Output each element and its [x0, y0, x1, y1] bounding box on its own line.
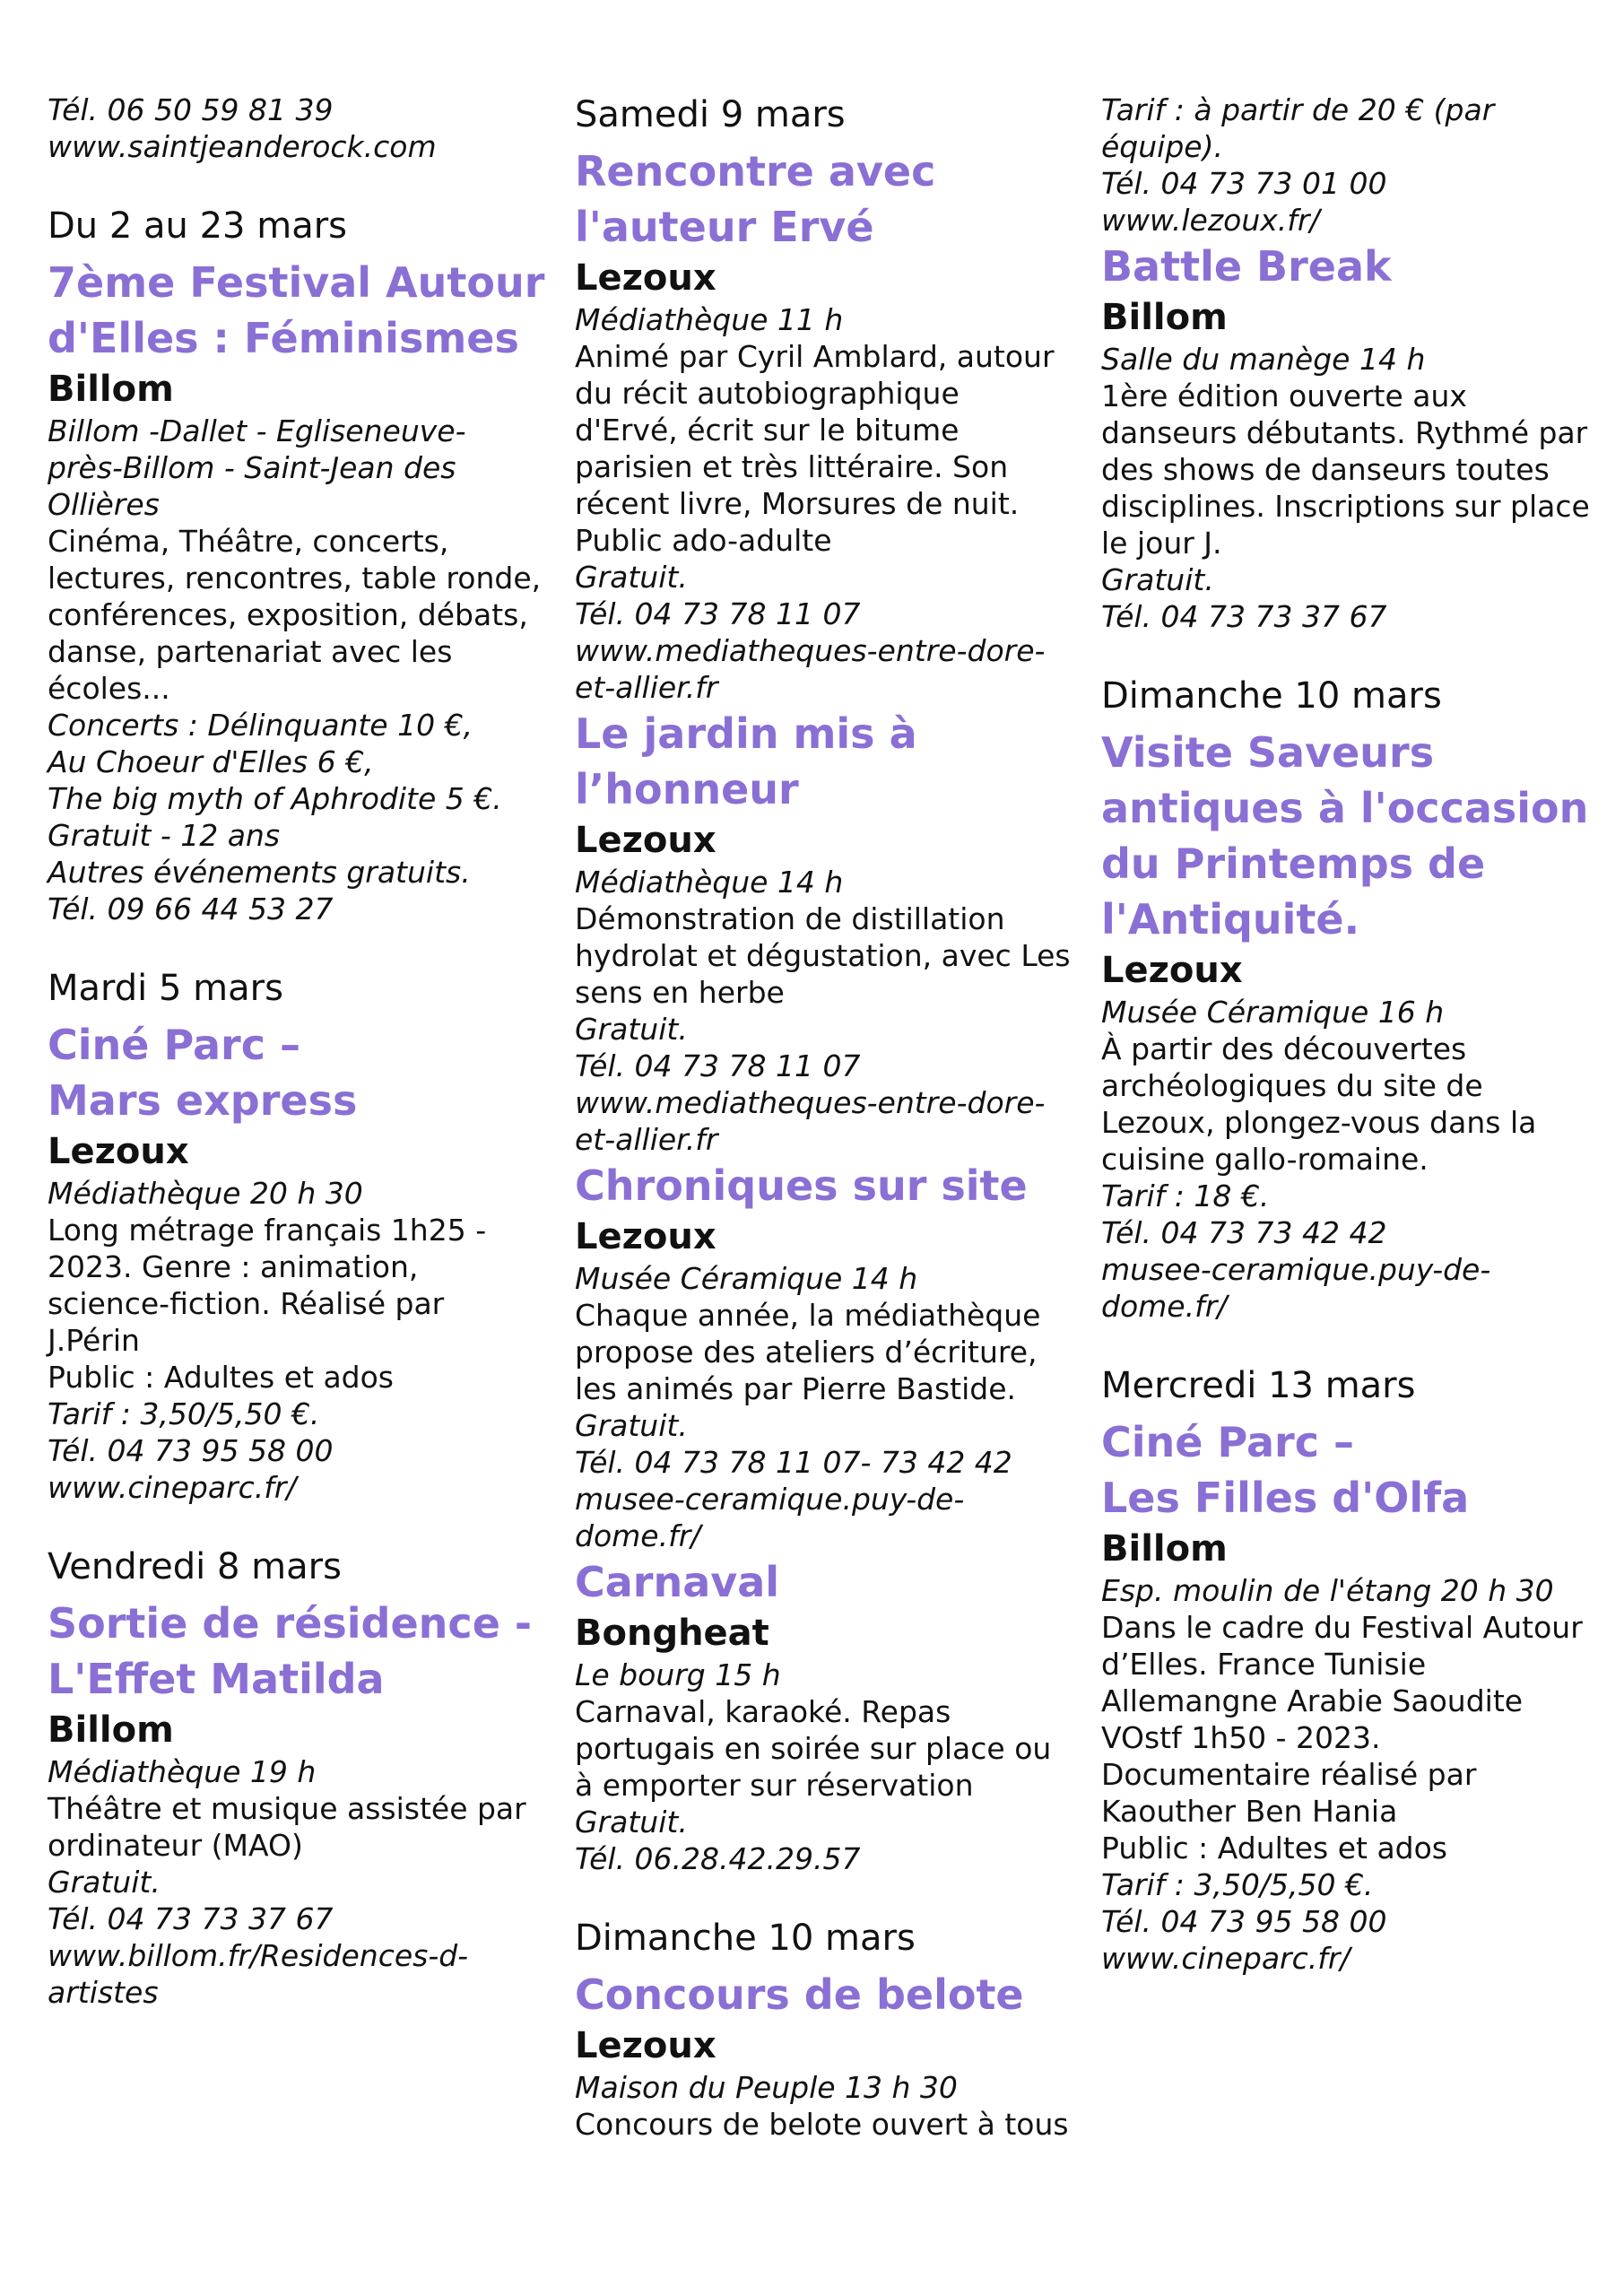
event-details-line: www.mediatheques-entre-dore-: [575, 1085, 1046, 1120]
event-description-line: cuisine gallo-romaine.: [1101, 1142, 1429, 1177]
event-details: [1101, 91, 1603, 239]
event-title-line: 7ème Festival Autour: [48, 258, 545, 307]
event-description-line: ordinateur (MAO): [48, 1828, 303, 1863]
event-details-line: Maison du Peuple 13 h 30: [575, 2070, 958, 2105]
event-title-line: Battle Break: [1101, 242, 1392, 291]
event-details: [1101, 994, 1603, 1031]
event-details-line: Gratuit.: [575, 1805, 688, 1839]
event-title-line: l'auteur Ervé: [575, 203, 874, 251]
event-description-line: propose des ateliers d’écriture,: [575, 1335, 1038, 1370]
event-details: [575, 301, 1077, 338]
event-description-line: Animé par Cyril Amblard, autour: [575, 339, 1055, 374]
event-details-line: Tél. 04 73 95 58 00: [48, 1433, 334, 1468]
event-title-line: Mars express: [48, 1076, 358, 1125]
event-description-line: J.Périn: [48, 1323, 140, 1358]
event-details-line: The big myth of Aphrodite 5 €.: [48, 781, 502, 816]
event-description: [575, 2106, 1077, 2143]
event-details-line: Tarif : à partir de 20 € (par: [1101, 92, 1495, 127]
event-description-line: conférences, exposition, débats,: [48, 597, 528, 632]
event-description-line: d'Ervé, écrit sur le bitume: [575, 413, 960, 448]
event-details-line: Billom -Dallet - Egliseneuve-: [48, 413, 466, 448]
event-title: [575, 1158, 1077, 1213]
event-description-line: des shows de danseurs toutes: [1101, 452, 1550, 487]
event-description: [1101, 1031, 1603, 1178]
event-details-line: Tél. 04 73 78 11 07: [575, 1048, 861, 1083]
event-title: [48, 1596, 550, 1707]
event-details-line: Le bourg 15 h: [575, 1657, 781, 1692]
event-date: Samedi 9 mars: [575, 94, 846, 135]
event-details: [48, 413, 550, 523]
event-details-line: Gratuit.: [575, 1408, 688, 1443]
event-description: [1101, 378, 1603, 561]
event-date: Vendredi 8 mars: [48, 1546, 342, 1587]
event-description-line: écoles...: [48, 671, 170, 706]
event-phone: Tél. 06 50 59 81 39: [48, 92, 334, 127]
event-city: Lezoux: [575, 1216, 716, 1257]
event-details: [48, 1175, 550, 1212]
event-city: Lezoux: [575, 257, 716, 299]
event-description-line: Documentaire réalisé par: [1101, 1757, 1477, 1792]
section-spacer: [48, 1506, 550, 1544]
event-title-line: Chroniques sur site: [575, 1161, 1028, 1210]
event-details-line: équipe).: [1101, 129, 1223, 164]
event-details: [48, 1396, 550, 1506]
event-description-line: hydrolat et dégustation, avec Les: [575, 938, 1071, 973]
event-details: [1101, 561, 1603, 635]
event-description-line: Lezoux, plongez-vous dans la: [1101, 1105, 1537, 1140]
event-description-line: Public : Adultes et ados: [48, 1360, 394, 1395]
event-description: [48, 523, 550, 707]
event-details-line: Autres événements gratuits.: [48, 855, 471, 890]
event-details-line: Musée Céramique 14 h: [575, 1261, 918, 1296]
event-description-line: d’Elles. France Tunisie: [1101, 1647, 1427, 1682]
section-spacer: [1101, 635, 1603, 673]
event-details: [575, 559, 1077, 706]
event-title-line: Sortie de résidence -: [48, 1599, 533, 1648]
event-details-line: Esp. moulin de l'étang 20 h 30: [1101, 1573, 1554, 1608]
column-3: [1101, 91, 1603, 1977]
event-description-line: science-fiction. Réalisé par: [48, 1286, 445, 1321]
event-details-line: Musée Céramique 16 h: [1101, 995, 1445, 1030]
event-details-line: Ollières: [48, 487, 160, 522]
event-contact: [48, 91, 550, 165]
event-details-line: dome.fr/: [575, 1518, 701, 1553]
event-details-line: Tél. 04 73 78 11 07- 73 42 42: [575, 1445, 1012, 1480]
event-details-line: www.billom.fr/Residences-d-: [48, 1938, 469, 1973]
event-title: [48, 1017, 550, 1128]
event-details-line: Tarif : 3,50/5,50 €.: [48, 1396, 320, 1431]
event-details: [575, 1011, 1077, 1158]
event-description-line: récent livre, Morsures de nuit.: [575, 486, 1020, 521]
event-description-line: sens en herbe: [575, 975, 785, 1010]
column-2: [575, 91, 1077, 2143]
event-details-line: Tél. 09 66 44 53 27: [48, 891, 334, 926]
event-description-line: Carnaval, karaoké. Repas: [575, 1694, 951, 1729]
event-title-line: l’honneur: [575, 765, 799, 813]
event-city: Billom: [1101, 297, 1228, 338]
event-title-line: antiques à l'occasion: [1101, 784, 1589, 832]
event-title: [575, 144, 1077, 255]
event-details: [48, 707, 550, 927]
event-details-line: Tarif : 3,50/5,50 €.: [1101, 1867, 1374, 1902]
event-details-line: Tarif : 18 €.: [1101, 1178, 1270, 1213]
event-details-line: Tél. 04 73 73 37 67: [48, 1901, 334, 1936]
event-title-line: d'Elles : Féminismes: [48, 314, 519, 362]
event-description-line: Théâtre et musique assistée par: [48, 1791, 526, 1826]
event-description-line: Kaouther Ben Hania: [1101, 1794, 1398, 1829]
event-details: [575, 1657, 1077, 1693]
event-description-line: les animés par Pierre Bastide.: [575, 1371, 1016, 1406]
event-description-line: Dans le cadre du Festival Autour: [1101, 1610, 1583, 1645]
event-details-line: Tél. 04 73 73 01 00: [1101, 166, 1387, 201]
event-date: Du 2 au 23 mars: [48, 205, 347, 247]
event-description-line: VOstf 1h50 - 2023.: [1101, 1720, 1381, 1755]
event-details-line: artistes: [48, 1975, 159, 2010]
event-link[interactable]: www.saintjeanderock.com: [48, 129, 437, 164]
event-details-line: Gratuit.: [1101, 562, 1214, 597]
event-details-line: près-Billom - Saint-Jean des: [48, 450, 456, 485]
event-date: Dimanche 10 mars: [575, 1918, 916, 1959]
event-description: [575, 900, 1077, 1011]
event-title: [1101, 725, 1603, 947]
event-description-line: 2023. Genre : animation,: [48, 1249, 419, 1284]
event-title: [1101, 1414, 1603, 1526]
event-details-line: Au Choeur d'Elles 6 €,: [48, 744, 374, 779]
event-title-line: L'Effet Matilda: [48, 1655, 385, 1703]
event-title-line: du Printemps de: [1101, 839, 1486, 888]
event-city: Lezoux: [575, 820, 716, 861]
event-title-line: Visite Saveurs: [1101, 728, 1435, 777]
event-details-line: Gratuit.: [575, 1012, 688, 1047]
event-description-line: 1ère édition ouverte aux: [1101, 378, 1467, 413]
event-city: Billom: [1101, 1528, 1228, 1570]
event-details-line: www.cineparc.fr/: [48, 1470, 297, 1505]
section-spacer: [1101, 1325, 1603, 1362]
event-city: Lezoux: [575, 2025, 716, 2066]
event-description-line: du récit autobiographique: [575, 376, 960, 411]
event-details: [575, 1804, 1077, 1877]
event-title: [575, 1554, 1077, 1610]
event-details-line: www.lezoux.fr/: [1101, 203, 1320, 238]
event-title: [1101, 239, 1603, 294]
event-city: Lezoux: [1101, 950, 1243, 991]
event-details-line: dome.fr/: [1101, 1289, 1228, 1324]
event-details: [48, 1753, 550, 1790]
event-details: [48, 1864, 550, 2011]
event-description-line: lectures, rencontres, table ronde,: [48, 561, 542, 596]
event-description-line: Public ado-adulte: [575, 523, 832, 558]
event-city: Billom: [48, 369, 174, 410]
event-details-line: Médiathèque 19 h: [48, 1754, 317, 1789]
event-title-line: Carnaval: [575, 1558, 780, 1606]
section-spacer: [48, 927, 550, 965]
event-details-line: Médiathèque 14 h: [575, 865, 844, 900]
event-details-line: www.cineparc.fr/: [1101, 1941, 1350, 1976]
event-description-line: Long métrage français 1h25 -: [48, 1213, 487, 1248]
event-description-line: à emporter sur réservation: [575, 1768, 974, 1803]
event-details-line: et-allier.fr: [575, 1122, 718, 1157]
event-title: [48, 255, 550, 366]
event-details: [575, 864, 1077, 900]
event-details-line: Concerts : Délinquante 10 €,: [48, 708, 473, 743]
event-details-line: Médiathèque 20 h 30: [48, 1176, 363, 1211]
event-details: [1101, 1572, 1603, 1609]
event-title: [575, 1967, 1077, 2022]
event-title-line: Concours de belote: [575, 1970, 1024, 2019]
event-city: Lezoux: [48, 1131, 189, 1172]
event-details-line: Gratuit - 12 ans: [48, 818, 281, 853]
event-details-line: Médiathèque 11 h: [575, 302, 844, 337]
event-city: Bongheat: [575, 1613, 769, 1654]
section-spacer: [48, 165, 550, 203]
event-details-line: Tél. 04 73 78 11 07: [575, 596, 861, 631]
event-details: [1101, 1866, 1603, 1977]
event-details-line: musee-ceramique.puy-de-: [1101, 1252, 1491, 1287]
section-spacer: [575, 1877, 1077, 1915]
event-description: [575, 1297, 1077, 1407]
event-description-line: Public : Adultes et ados: [1101, 1831, 1447, 1866]
event-details: [575, 1260, 1077, 1297]
event-details-line: Tél. 04 73 73 37 67: [1101, 599, 1387, 634]
event-description-line: archéologiques du site de: [1101, 1068, 1483, 1103]
event-details-line: Salle du manège 14 h: [1101, 342, 1426, 377]
event-details: [575, 2069, 1077, 2106]
event-description: [575, 338, 1077, 559]
event-details-line: musee-ceramique.puy-de-: [575, 1482, 965, 1517]
event-description-line: disciplines. Inscriptions sur place: [1101, 489, 1590, 524]
event-description-line: Allemangne Arabie Saoudite: [1101, 1683, 1524, 1718]
event-details: [575, 1407, 1077, 1554]
event-date: Mardi 5 mars: [48, 968, 283, 1009]
event-description: [48, 1790, 550, 1864]
event-date: Mercredi 13 mars: [1101, 1365, 1416, 1406]
event-description-line: Démonstration de distillation: [575, 901, 1005, 936]
event-city: Billom: [48, 1709, 174, 1751]
event-description-line: À partir des découvertes: [1101, 1031, 1467, 1066]
event-title-line: l'Antiquité.: [1101, 895, 1360, 944]
event-details-line: Tél. 04 73 73 42 42: [1101, 1215, 1387, 1250]
event-date: Dimanche 10 mars: [1101, 675, 1442, 717]
event-description-line: danse, partenariat avec les: [48, 634, 453, 669]
event-details-line: www.mediatheques-entre-dore-: [575, 633, 1046, 668]
event-title: [575, 706, 1077, 817]
event-details-line: Gratuit.: [575, 560, 688, 595]
event-description-line: parisien et très littéraire. Son: [575, 449, 1009, 484]
event-title-line: Les Filles d'Olfa: [1101, 1474, 1470, 1522]
event-details-line: Tél. 06.28.42.29.57: [575, 1841, 861, 1876]
event-title-line: Ciné Parc –: [1101, 1418, 1354, 1466]
event-title-line: Le jardin mis à: [575, 709, 917, 758]
event-details: [1101, 341, 1603, 378]
event-description: [575, 1693, 1077, 1804]
column-1: [48, 91, 550, 2011]
event-description-line: Chaque année, la médiathèque: [575, 1298, 1041, 1333]
event-title-line: Ciné Parc –: [48, 1021, 300, 1069]
event-description: [1101, 1609, 1603, 1866]
event-details-line: Gratuit.: [48, 1865, 161, 1900]
event-description-line: Cinéma, Théâtre, concerts,: [48, 524, 449, 559]
event-description-line: le jour J.: [1101, 526, 1222, 561]
event-details: [1101, 1178, 1603, 1325]
event-details-line: et-allier.fr: [575, 670, 718, 705]
event-description-line: portugais en soirée sur place ou: [575, 1731, 1052, 1766]
event-title-line: Rencontre avec: [575, 147, 936, 196]
event-details-line: Tél. 04 73 95 58 00: [1101, 1904, 1387, 1939]
event-description-line: Concours de belote ouvert à tous: [575, 2107, 1069, 2142]
event-description-line: danseurs débutants. Rythmé par: [1101, 415, 1588, 450]
event-description: [48, 1212, 550, 1396]
